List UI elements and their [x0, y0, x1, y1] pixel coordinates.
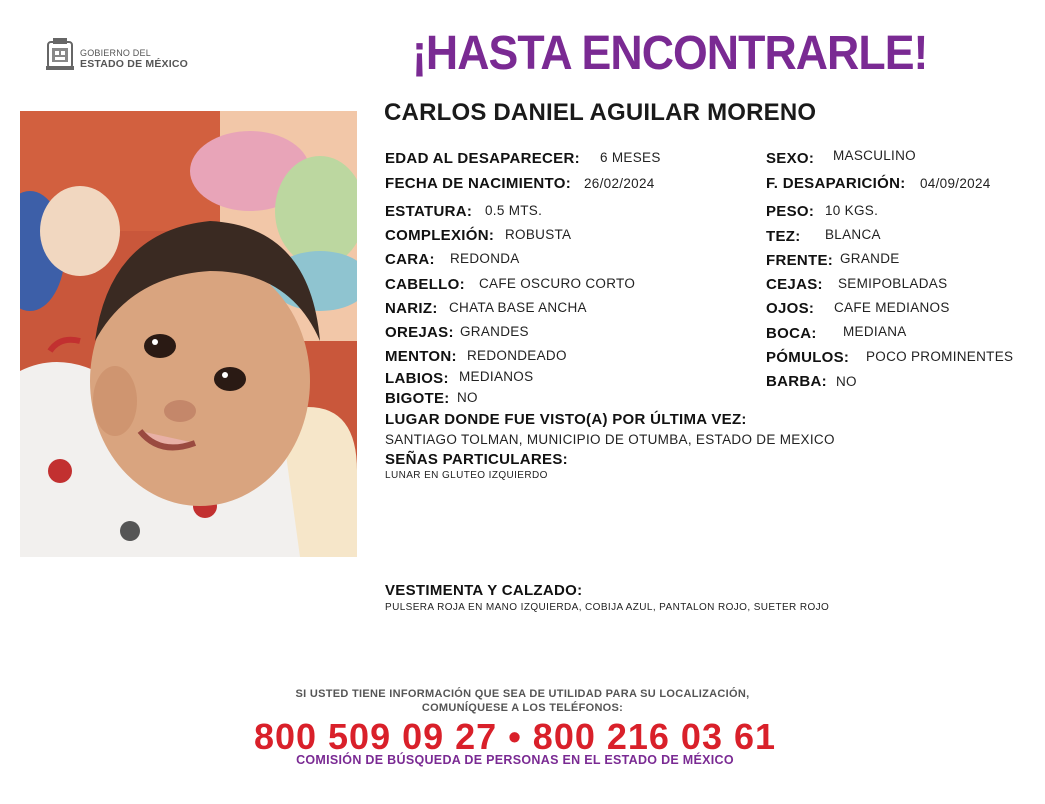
field-label-f-desaparicion: F. DESAPARICIÓN:: [766, 175, 906, 192]
field-value-menton: REDONDEADO: [467, 348, 567, 363]
baby-photo-image: [20, 111, 357, 557]
field-value-cara: REDONDA: [450, 251, 520, 266]
clothing-value: PULSERA ROJA EN MANO IZQUIERDA, COBIJA AZUL, PANTALON ROJO, SUETER ROJO: [385, 602, 830, 613]
field-label-nariz: NARIZ:: [385, 300, 438, 317]
field-value-orejas: GRANDES: [460, 324, 529, 339]
field-label-cabello: CABELLO:: [385, 276, 465, 293]
field-value-pomulos: POCO PROMINENTES: [866, 349, 1014, 364]
field-value-f-desaparicion: 04/09/2024: [920, 176, 991, 191]
missing-person-photo: [20, 111, 357, 557]
person-name: CARLOS DANIEL AGUILAR MORENO: [384, 99, 817, 126]
field-label-sexo: SEXO:: [766, 150, 815, 167]
field-label-cejas: CEJAS:: [766, 276, 823, 293]
clothing-label: VESTIMENTA Y CALZADO:: [385, 582, 583, 599]
commission-name: COMISIÓN DE BÚSQUEDA DE PERSONAS EN EL ESTADO DE MÉXICO: [296, 753, 734, 767]
field-label-edad: EDAD AL DESAPARECER:: [385, 150, 580, 167]
field-label-tez: TEZ:: [766, 228, 801, 245]
marks-label: SEÑAS PARTICULARES:: [385, 451, 568, 468]
field-label-cara: CARA:: [385, 251, 435, 268]
field-label-estatura: ESTATURA:: [385, 203, 473, 220]
field-value-bigote: NO: [457, 390, 478, 405]
field-label-boca: BOCA:: [766, 325, 817, 342]
field-value-cabello: CAFE OSCURO CORTO: [479, 276, 636, 291]
phone-numbers: 800 509 09 27 • 800 216 03 61: [253, 716, 777, 757]
field-value-ojos: CAFE MEDIANOS: [834, 300, 950, 315]
field-label-orejas: OREJAS:: [385, 324, 454, 341]
state-logo: [44, 36, 214, 76]
contact-instructions-line-2: COMUNÍQUESE A LOS TELÉFONOS:: [421, 702, 624, 714]
field-value-estatura: 0.5 MTS.: [485, 203, 543, 218]
contact-instructions-line-1: SI USTED TIENE INFORMACIÓN QUE SEA DE UTILIDAD PARA SU LOCALIZACIÓN,: [295, 688, 750, 700]
field-label-pomulos: PÓMULOS:: [766, 349, 850, 366]
field-value-complexion: ROBUSTA: [505, 227, 572, 242]
field-value-peso: 10 KGS.: [825, 203, 879, 218]
field-label-menton: MENTON:: [385, 348, 457, 365]
logo-line-1: GOBIERNO DEL: [80, 48, 151, 58]
field-value-sexo: MASCULINO: [833, 148, 916, 163]
field-label-barba: BARBA:: [766, 373, 827, 390]
field-value-cejas: SEMIPOBLADAS: [838, 276, 948, 291]
state-seal-icon: [44, 36, 76, 72]
field-value-edad: 6 MESES: [600, 150, 661, 165]
field-value-boca: MEDIANA: [843, 324, 907, 339]
field-value-fecha-nacimiento: 26/02/2024: [584, 176, 655, 191]
field-label-bigote: BIGOTE:: [385, 390, 450, 407]
field-label-labios: LABIOS:: [385, 370, 449, 387]
field-value-nariz: CHATA BASE ANCHA: [449, 300, 587, 315]
field-label-peso: PESO:: [766, 203, 815, 220]
field-label-fecha-nacimiento: FECHA DE NACIMIENTO:: [385, 175, 571, 192]
logo-line-2: ESTADO DE MÉXICO: [80, 58, 189, 70]
field-value-tez: BLANCA: [825, 227, 881, 242]
field-value-labios: MEDIANOS: [459, 369, 534, 384]
logo-text: [80, 48, 188, 70]
headline: ¡HASTA ENCONTRARLE!: [412, 27, 928, 80]
marks-value: LUNAR EN GLUTEO IZQUIERDO: [385, 470, 548, 481]
field-value-barba: NO: [836, 374, 857, 389]
field-label-ojos: OJOS:: [766, 300, 815, 317]
field-value-frente: GRANDE: [840, 251, 900, 266]
field-label-complexion: COMPLEXIÓN:: [385, 227, 495, 244]
last-seen-label: LUGAR DONDE FUE VISTO(A) POR ÚLTIMA VEZ:: [385, 411, 747, 428]
last-seen-value: SANTIAGO TOLMAN, MUNICIPIO DE OTUMBA, ESTADO DE MEXICO: [385, 432, 835, 447]
field-label-frente: FRENTE:: [766, 252, 834, 269]
